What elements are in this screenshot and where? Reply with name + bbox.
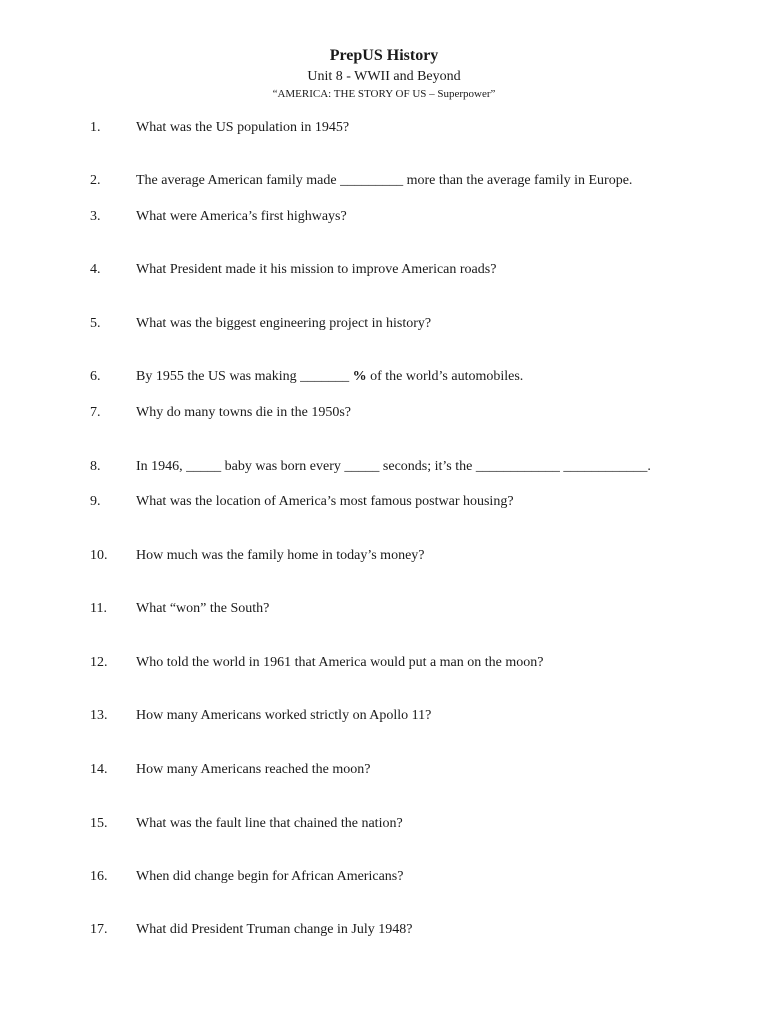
- question-text: How much was the family home in today’s money?: [136, 548, 425, 563]
- question-text: In 1946, _____ baby was born every _____ seconds; it’s the ____________ ____________.: [136, 459, 651, 474]
- question-text: When did change begin for African Americans?: [136, 869, 404, 884]
- question-number: 8.: [90, 459, 101, 474]
- question-number: 2.: [90, 173, 101, 188]
- question-text: What was the location of America’s most famous postwar housing?: [136, 494, 514, 509]
- question-text: What President made it his mission to improve American roads?: [136, 262, 497, 277]
- question-number: 7.: [90, 405, 101, 420]
- question-number: 6.: [90, 369, 101, 384]
- question-number: 4.: [90, 262, 101, 277]
- question-text: What were America’s first highways?: [136, 209, 347, 224]
- question-text: How many Americans worked strictly on Apollo 11?: [136, 708, 432, 723]
- question-text-before: By 1955 the US was making _______: [136, 369, 353, 384]
- question-text: What “won” the South?: [136, 601, 270, 616]
- question-text: What was the US population in 1945?: [136, 120, 350, 135]
- question-text-after: of the world’s automobiles.: [366, 369, 524, 384]
- unit-subtitle: Unit 8 - WWII and Beyond: [307, 69, 461, 84]
- question-text: How many Americans reached the moon?: [136, 762, 371, 777]
- question-text: Who told the world in 1961 that America would put a man on the moon?: [136, 655, 544, 670]
- question-text: What was the biggest engineering project in history?: [136, 316, 432, 331]
- question-number: 5.: [90, 316, 101, 331]
- question-number: 12.: [90, 655, 108, 670]
- question-number: 14.: [90, 762, 108, 777]
- question-number: 3.: [90, 209, 101, 224]
- question-number: 11.: [90, 601, 107, 616]
- question-number: 13.: [90, 708, 108, 723]
- percent-symbol: %: [352, 369, 367, 384]
- question-text: The average American family made _________ more than the average family in Europe.: [136, 173, 633, 188]
- question-text: What was the fault line that chained the nation?: [136, 816, 403, 831]
- question-text: [136, 369, 523, 385]
- question-number: 9.: [90, 494, 101, 509]
- page-title: PrepUS History: [329, 47, 439, 64]
- question-number: 1.: [90, 120, 101, 135]
- video-tagline: “AMERICA: THE STORY OF US – Superpower”: [272, 88, 496, 100]
- question-number: 16.: [90, 869, 108, 884]
- question-text: Why do many towns die in the 1950s?: [136, 405, 352, 420]
- question-number: 15.: [90, 816, 108, 831]
- question-number: 17.: [90, 922, 108, 937]
- question-number: 10.: [90, 548, 108, 563]
- question-text: What did President Truman change in July 1948?: [136, 922, 413, 937]
